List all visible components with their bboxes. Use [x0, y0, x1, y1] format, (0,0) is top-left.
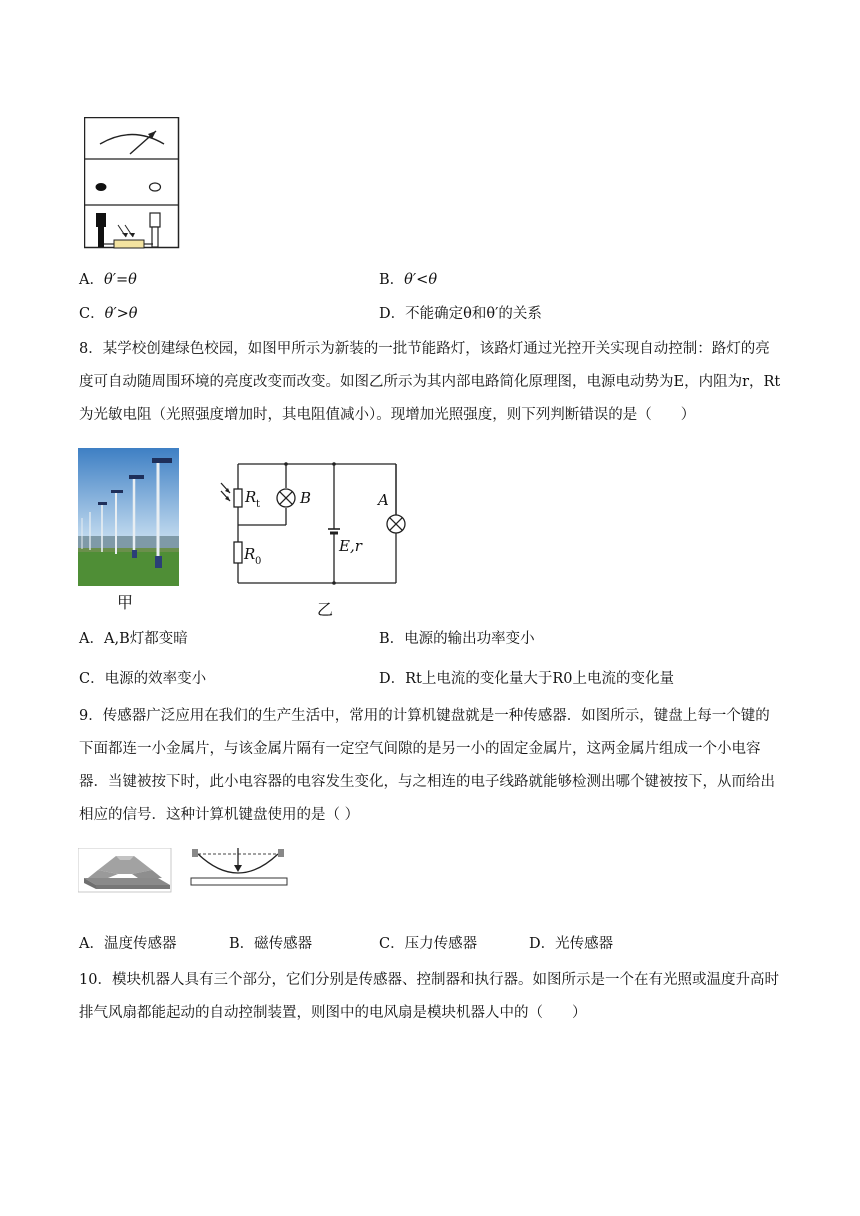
circuit-diagram — [218, 455, 408, 590]
q8-option-c: C．电源的效率变小 — [79, 671, 207, 687]
q7-option-b: B．θ′<θ — [379, 272, 438, 288]
meter-figure — [84, 117, 184, 252]
q8-option-d: D．Rt上电流的变化量大于R0上电流的变化量 — [379, 671, 675, 687]
q8-stem: 8．某学校创建绿色校园，如图甲所示为新装的一批节能路灯，该路灯通过光控开关实现自动控制：路灯的亮度可自动随周围环境的亮度改变而改变。如图乙所示为其内部电路简化原理图，电源电动势为E，内阻为r，Rt为光敏电阻（光照强度增加时，其电阻值减小）。现增加光照强度，则下列判断错误的是（ ） — [79, 341, 781, 423]
q7-option-d: D．不能确定θ和θ′的关系 — [379, 306, 542, 322]
a-label: A — [378, 491, 389, 509]
q9-option-d: D．光传感器 — [529, 936, 614, 952]
rt-label: R — [245, 488, 257, 506]
fig-caption-yi: 乙 — [317, 600, 334, 619]
rt-subscript: t — [256, 499, 261, 510]
keyboard-key-figure — [78, 848, 293, 894]
q10-stem: 10．模块机器人具有三个部分，它们分别是传感器、控制器和执行器。如图所示是一个在有光照或温度升高时排气风扇都能起动的自动控制装置，则图中的电风扇是模块机器人中的（ ） — [79, 972, 779, 1021]
b-label: B — [300, 489, 312, 507]
q7-option-a: A．θ′=θ — [79, 272, 137, 288]
r0-subscript: 0 — [255, 556, 262, 567]
er-label: E,r — [339, 537, 362, 555]
q9-stem: 9．传感器广泛应用在我们的生产生活中，常用的计算机键盘就是一种传感器．如图所示，键盘上每一个键的下面都连一小金属片，与该金属片隔有一定空气间隙的是另一小的固定金属片，这两金属片组成一个小电容器．当键被按下时，此小电容器的电容发生变化，与之相连的电子线路就能够检测出哪个键被按下，从而给出相应的信号．这种计算机键盘使用的是（ ） — [79, 708, 775, 823]
q9-option-b: B．磁传感器 — [229, 936, 313, 952]
q8-option-b: B．电源的输出功率变小 — [379, 631, 535, 647]
q8-option-a: A．A,B灯都变暗 — [79, 631, 188, 647]
q9-option-a: A．温度传感器 — [79, 936, 177, 952]
street-lamp-photo — [78, 448, 179, 586]
q7-option-c: C．θ′>θ — [79, 306, 138, 322]
q9-option-c: C．压力传感器 — [379, 936, 478, 952]
fig-caption-jia: 甲 — [117, 593, 134, 612]
r0-label: R — [244, 545, 256, 563]
